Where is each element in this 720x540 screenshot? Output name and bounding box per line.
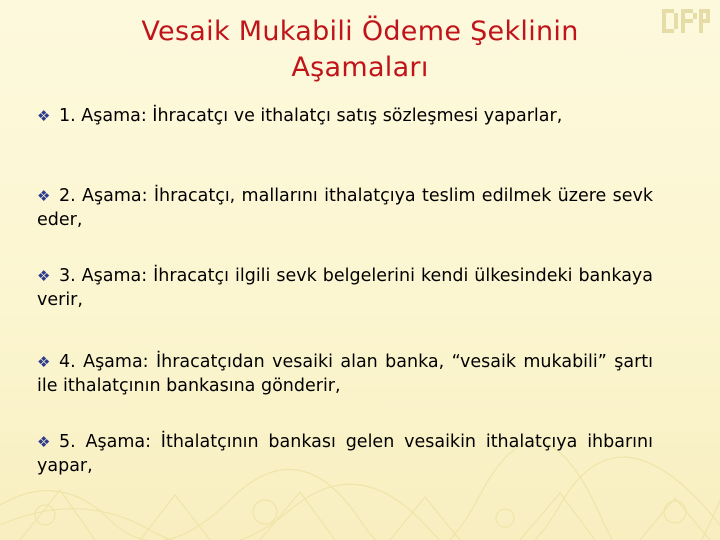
list-item [37,350,653,398]
list-item-text: 5. Aşama: İthalatçının bankası gelen vesaikin ithalatçıya ihbarını yapar, [37,432,653,476]
diamond-bullet-icon: ❖ [37,353,51,371]
list-item-text: 3. Aşama: İhracatçı ilgili sevk belgelerini kendi ülkesindeki bankaya verir, [37,266,653,310]
list-item [37,184,653,232]
list-item [37,264,653,312]
diamond-bullet-icon: ❖ [37,267,51,285]
diamond-bullet-icon: ❖ [37,433,51,451]
list-item-text: 1. Aşama: İhracatçı ve ithalatçı satış sözleşmesi yaparlar, [59,106,563,126]
diamond-bullet-icon: ❖ [37,187,51,205]
slide-title: Vesaik Mukabili Ödeme Şeklinin Aşamaları [141,16,579,83]
corner-logo [660,6,712,36]
list-item [37,430,653,478]
list-item [37,104,653,128]
list-item-text: 4. Aşama: İhracatçıdan vesaiki alan banka, “vesaik mukabili” şartı ile ithalatçının bankasına gönderir, [37,352,653,396]
list-item-text: 2. Aşama: İhracatçı, mallarını ithalatçıya teslim edilmek üzere sevk eder, [37,186,653,230]
diamond-bullet-icon: ❖ [37,107,51,125]
